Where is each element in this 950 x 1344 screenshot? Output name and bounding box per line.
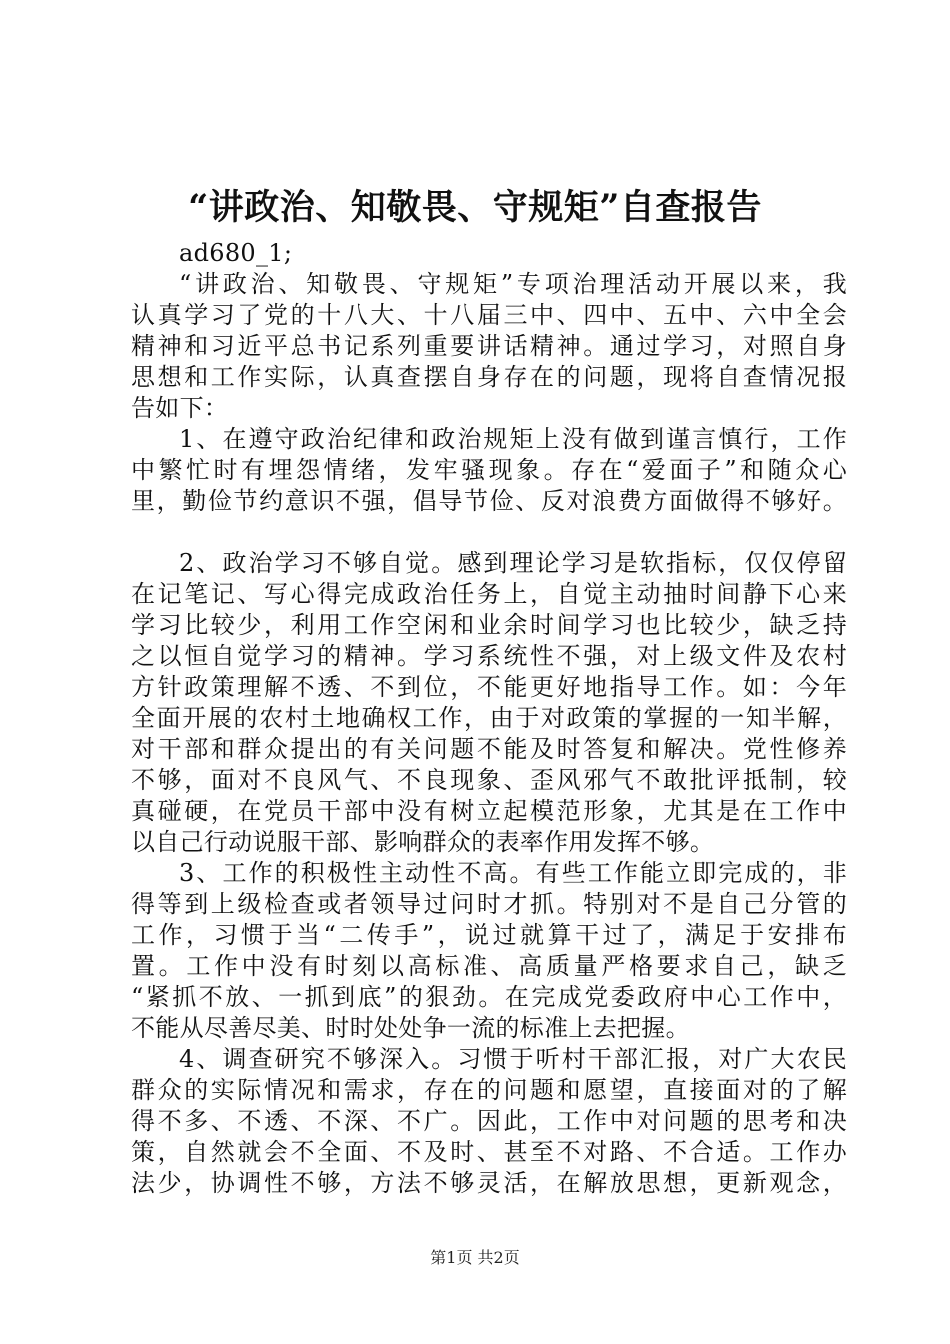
text-line: 学习比较少，利用工作空闲和业余时间学习也比较少，缺乏持: [131, 611, 847, 639]
text-line: 认真学习了党的十八大、十八届三中、四中、五中、六中全会: [131, 301, 847, 329]
text-line: 2、政治学习不够自觉。感到理论学习是软指标，仅仅停留: [179, 549, 847, 577]
document-body: [131, 238, 847, 1199]
text-line: “讲政治、知敬畏、守规矩”专项治理活动开展以来，我: [179, 270, 847, 298]
text-line: 以自己行动说服干部、影响群众的表率作用发挥不够。: [131, 828, 715, 856]
text-line: 精神和习近平总书记系列重要讲话精神。通过学习，对照自身: [131, 332, 847, 360]
text-line: 得等到上级检查或者领导过问时才抓。特别对不是自己分管的: [131, 890, 847, 918]
text-line: 对干部和群众提出的有关问题不能及时答复和解决。党性修养: [131, 735, 847, 763]
text-line: 不够，面对不良风气、不良现象、歪风邪气不敢批评抵制，较: [131, 766, 847, 794]
text-line: 不能从尽善尽美、时时处处争一流的标准上去把握。: [131, 1014, 690, 1042]
blank-line: [131, 517, 847, 548]
document-title: “讲政治、知敬畏、守规矩”自查报告: [188, 187, 762, 228]
text-line: 策，自然就会不全面、不及时、甚至不对路、不合适。工作办: [131, 1138, 847, 1166]
text-line: 中繁忙时有埋怨情绪，发牢骚现象。存在“爱面子”和随众心: [131, 456, 847, 484]
text-line: ad680_1;: [179, 239, 293, 267]
text-line: 群众的实际情况和需求，存在的问题和愿望，直接面对的了解: [131, 1076, 847, 1104]
text-line: “紧抓不放、一抓到底”的狠劲。在完成党委政府中心工作中，: [131, 983, 847, 1011]
page-footer: 第1页 共2页: [430, 1248, 520, 1267]
text-line: 工作，习惯于当“二传手”，说过就算干过了，满足于安排布: [131, 921, 847, 949]
text-line: 告如下：: [131, 394, 229, 422]
text-line: 4、调查研究不够深入。习惯于听村干部汇报，对广大农民: [179, 1045, 847, 1073]
text-line: 在记笔记、写心得完成政治任务上，自觉主动抽时间静下心来: [131, 580, 847, 608]
text-line: 之以恒自觉学习的精神。学习系统性不强，对上级文件及农村: [131, 642, 847, 670]
text-line: 思想和工作实际，认真查摆自身存在的问题，现将自查情况报: [131, 363, 847, 391]
text-line: 全面开展的农村土地确权工作，由于对政策的掌握的一知半解，: [131, 704, 847, 732]
text-line: 3、工作的积极性主动性不高。有些工作能立即完成的，非: [179, 859, 847, 887]
text-line: 方针政策理解不透、不到位，不能更好地指导工作。如：今年: [131, 673, 847, 701]
text-line: 法少，协调性不够，方法不够灵活，在解放思想，更新观念，: [131, 1169, 847, 1197]
text-line: 真碰硬，在党员干部中没有树立起模范形象，尤其是在工作中: [131, 797, 847, 825]
text-line: 得不多、不透、不深、不广。因此，工作中对问题的思考和决: [131, 1107, 847, 1135]
text-line: 置。工作中没有时刻以高标准、高质量严格要求自己，缺乏: [131, 952, 847, 980]
text-line: 1、在遵守政治纪律和政治规矩上没有做到谨言慎行，工作: [179, 425, 847, 453]
text-line: 里，勤俭节约意识不强，倡导节俭、反对浪费方面做得不够好。: [131, 487, 847, 515]
